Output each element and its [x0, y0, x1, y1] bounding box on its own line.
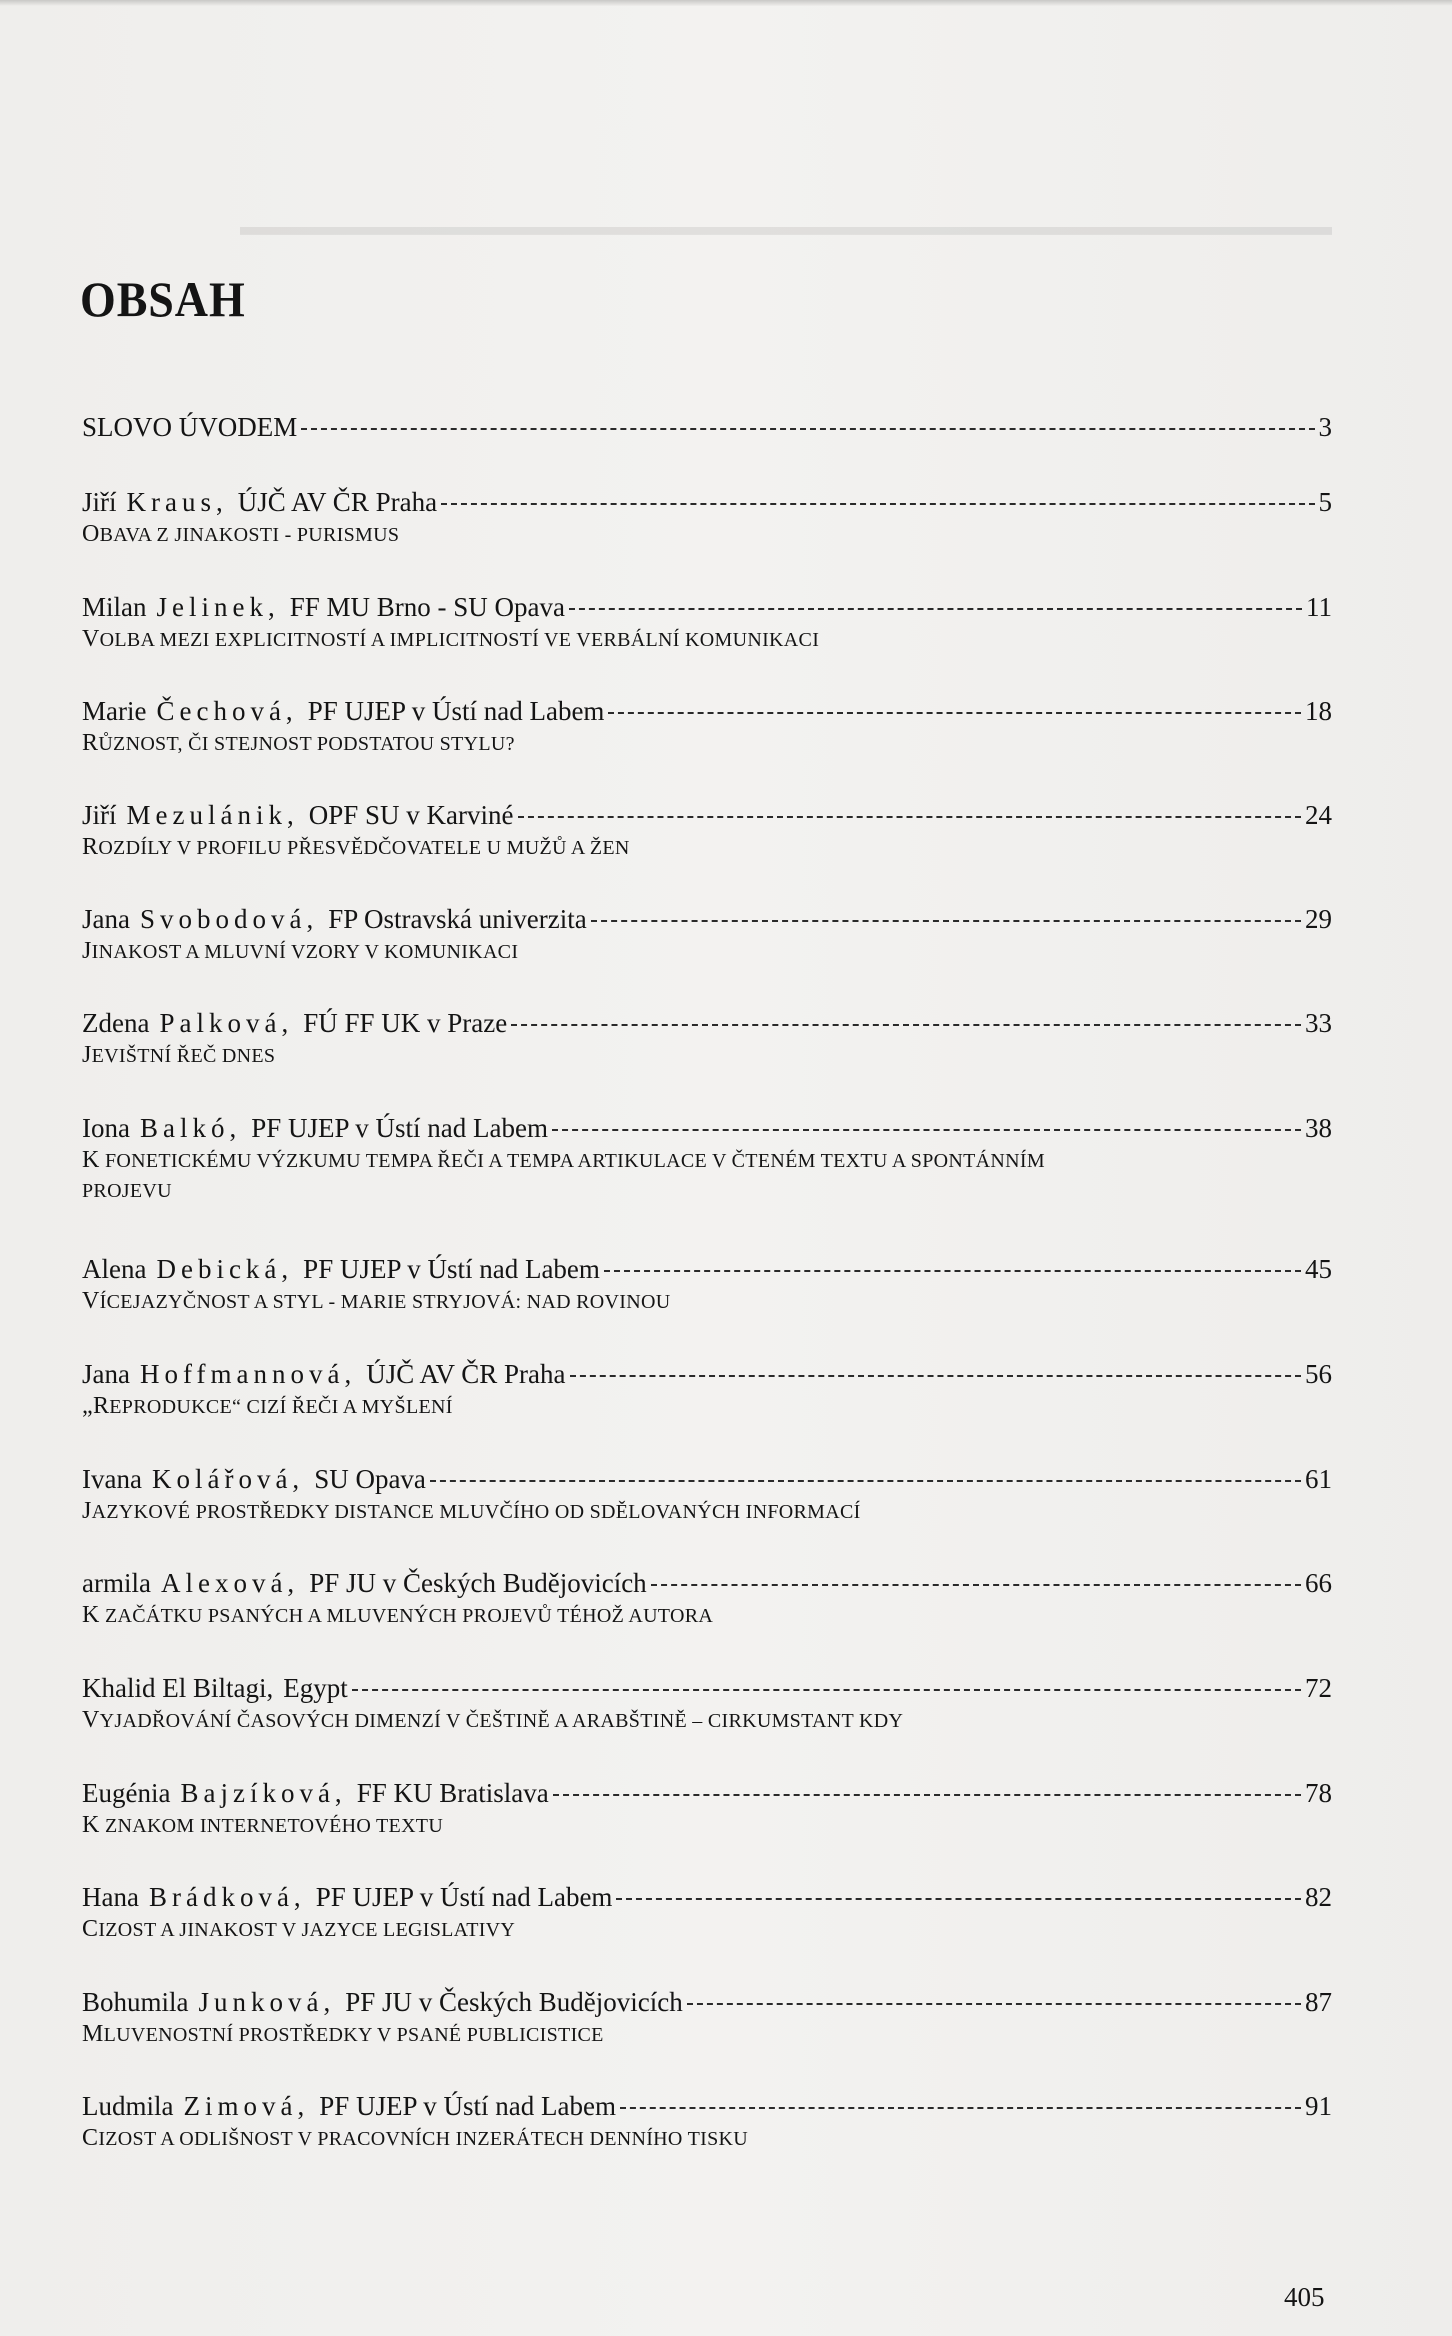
page-edge	[0, 0, 1452, 6]
entry-page-number: 66	[1305, 1568, 1332, 1598]
author-surname: Zimová,	[183, 2091, 310, 2121]
toc-entry	[82, 410, 1332, 444]
dot-leader	[687, 2003, 1301, 2005]
article-title: ROZDÍLY V PROFILU PŘESVĚDČOVATELE U MUŽŮ A ŽEN	[82, 834, 630, 860]
article-title: CIZOST A ODLIŠNOST V PRACOVNÍCH INZERÁTECH DENNÍHO TISKU	[82, 2125, 748, 2151]
toc-entry	[82, 1880, 1332, 1945]
toc-entry	[82, 798, 1332, 863]
author-affiliation: PF UJEP v Ústí nad Labem	[307, 696, 605, 726]
dot-leader	[553, 1794, 1301, 1796]
author-surname: Mezulánik,	[126, 800, 299, 830]
author-surname: Svobodová,	[139, 904, 319, 934]
dot-leader	[511, 1024, 1301, 1026]
author-first-name: Marie	[82, 696, 147, 726]
author-first-name: Jana	[82, 904, 130, 934]
author-first-name: Jiří	[82, 487, 117, 517]
article-title: MLUVENOSTNÍ PROSTŘEDKY V PSANÉ PUBLICISTICE	[82, 2021, 604, 2047]
article-title: JAZYKOVÉ PROSTŘEDKY DISTANCE MLUVČÍHO OD SDĚLOVANÝCH INFORMACÍ	[82, 1498, 861, 1524]
author-first-name: Khalid El Biltagi,	[82, 1673, 274, 1703]
entry-page-number: 82	[1305, 1882, 1332, 1912]
author-surname: Balkó,	[139, 1113, 242, 1143]
toc-entry-line	[82, 1880, 1332, 1914]
show-through-text: ▬▬▬▬▬▬▬▬▬▬▬▬▬▬▬▬▬▬▬▬▬▬▬▬▬▬▬▬▬▬▬▬▬▬▬▬▬▬▬▬▬▬	[240, 221, 1332, 250]
entry-page-number: 72	[1305, 1673, 1332, 1703]
author-affiliation: PF JU v Českých Budějovicích	[309, 1568, 647, 1598]
author-surname: Palková,	[159, 1008, 294, 1038]
author-first-name: Iona	[82, 1113, 130, 1143]
page-number: 405	[1284, 2282, 1325, 2312]
toc-entry-line	[82, 1357, 1332, 1391]
dot-leader	[441, 503, 1314, 505]
toc-entry-line	[82, 1462, 1332, 1496]
dot-leader	[518, 816, 1302, 818]
dot-leader	[608, 712, 1301, 714]
toc-entry	[82, 1252, 1332, 1317]
dot-leader	[301, 428, 1314, 430]
author-first-name: Milan	[82, 592, 147, 622]
toc-entry-line	[82, 902, 1332, 936]
toc-entry	[82, 590, 1332, 655]
author-surname: Jelinek,	[156, 592, 280, 622]
entry-page-number: 33	[1305, 1008, 1332, 1038]
toc-entry-line	[82, 1671, 1332, 1705]
toc-entry-line	[82, 2089, 1332, 2123]
entry-page-number: 29	[1305, 904, 1332, 934]
author-first-name: Zdena	[82, 1008, 150, 1038]
author-affiliation: PF UJEP v Ústí nad Labem	[251, 1113, 548, 1143]
entry-page-number: 3	[1318, 412, 1332, 442]
author-surname: Brádková,	[148, 1882, 306, 1912]
author-first-name: SLOVO ÚVODEM	[82, 412, 298, 442]
toc-entry-line	[82, 1985, 1332, 2019]
author-surname: Bajzíková,	[180, 1778, 347, 1808]
article-title: OBAVA Z JINAKOSTI - PURISMUS	[82, 521, 400, 547]
author-affiliation: SU Opava	[314, 1464, 426, 1494]
author-surname: Alexová,	[160, 1568, 300, 1598]
toc-entry	[82, 1985, 1332, 2050]
dot-leader	[591, 920, 1301, 922]
entry-page-number: 45	[1305, 1254, 1332, 1284]
toc-entry-line	[82, 1006, 1332, 1040]
author-first-name: Bohumila	[82, 1987, 189, 2017]
author-first-name: armila	[82, 1568, 151, 1598]
toc-entry	[82, 1671, 1332, 1736]
author-affiliation: PF UJEP v Ústí nad Labem	[319, 2091, 616, 2121]
author-affiliation: OPF SU v Karviné	[308, 800, 514, 830]
author-first-name: Ivana	[82, 1464, 142, 1494]
dot-leader	[604, 1270, 1301, 1272]
author-affiliation: ÚJČ AV ČR Praha	[237, 487, 438, 517]
author-affiliation: PF JU v Českých Budějovicích	[345, 1987, 683, 2017]
toc-entry	[82, 1006, 1332, 1071]
author-affiliation: PF UJEP v Ústí nad Labem	[315, 1882, 613, 1912]
article-title: CIZOST A JINAKOST V JAZYCE LEGISLATIVY	[82, 1916, 516, 1942]
dot-leader	[569, 608, 1302, 610]
author-affiliation: FF MU Brno - SU Opava	[289, 592, 565, 622]
author-first-name: Jiří	[82, 800, 117, 830]
author-surname: Debická,	[156, 1254, 294, 1284]
toc-entry-line	[82, 1776, 1332, 1810]
dot-leader	[620, 2107, 1301, 2109]
author-affiliation: PF UJEP v Ústí nad Labem	[303, 1254, 600, 1284]
article-title: RŮZNOST, ČI STEJNOST PODSTATOU STYLU?	[82, 730, 515, 756]
toc-entry	[82, 1111, 1332, 1206]
author-first-name: Hana	[82, 1882, 139, 1912]
author-affiliation: FF KU Bratislava	[356, 1778, 549, 1808]
author-first-name: Jana	[82, 1359, 130, 1389]
article-title: K FONETICKÉMU VÝZKUMU TEMPA ŘEČI A TEMPA ARTIKULACE V ČTENÉM TEXTU A SPONTÁNNÍM PROJEVU	[82, 1147, 1045, 1202]
author-affiliation: FP Ostravská univerzita	[328, 904, 587, 934]
dot-leader	[430, 1480, 1301, 1482]
dot-leader	[570, 1375, 1302, 1377]
toc-entry-line	[82, 1566, 1332, 1600]
page-title: OBSAH	[80, 270, 246, 327]
author-surname: Junková,	[198, 1987, 336, 2017]
toc-entry-line	[82, 590, 1332, 624]
toc-entry	[82, 1566, 1332, 1631]
toc-entry-line	[82, 410, 1332, 444]
toc-entry-line	[82, 798, 1332, 832]
entry-page-number: 38	[1305, 1113, 1332, 1143]
article-title: VÍCEJAZYČNOST A STYL - MARIE STRYJOVÁ: NAD ROVINOU	[82, 1288, 671, 1314]
toc-entry-line	[82, 485, 1332, 519]
toc-entry-line	[82, 694, 1332, 728]
author-surname: Kolářová,	[151, 1464, 305, 1494]
author-first-name: Ludmila	[82, 2091, 174, 2121]
article-title: „REPRODUKCE“ CIZÍ ŘEČI A MYŠLENÍ	[82, 1393, 453, 1419]
entry-page-number: 11	[1306, 592, 1332, 622]
toc-entry-line	[82, 1252, 1332, 1286]
dot-leader	[352, 1689, 1301, 1691]
toc-entry	[82, 902, 1332, 967]
entry-page-number: 78	[1305, 1778, 1332, 1808]
entry-page-number: 87	[1305, 1987, 1332, 2017]
author-surname: Kraus,	[126, 487, 228, 517]
article-title: VYJADŘOVÁNÍ ČASOVÝCH DIMENZÍ V ČEŠTINĚ A ARABŠTINĚ – CIRKUMSTANT KDY	[82, 1707, 904, 1733]
article-title: K ZAČÁTKU PSANÝCH A MLUVENÝCH PROJEVŮ TÉHOŽ AUTORA	[82, 1602, 714, 1628]
article-title: K ZNAKOM INTERNETOVÉHO TEXTU	[82, 1812, 444, 1838]
author-affiliation: ÚJČ AV ČR Praha	[366, 1359, 566, 1389]
toc-entry	[82, 1462, 1332, 1527]
entry-page-number: 61	[1305, 1464, 1332, 1494]
dot-leader	[616, 1898, 1301, 1900]
toc-entry	[82, 485, 1332, 550]
toc-entry	[82, 2089, 1332, 2154]
author-first-name: Eugénia	[82, 1778, 171, 1808]
dot-leader	[651, 1584, 1301, 1586]
article-title: VOLBA MEZI EXPLICITNOSTÍ A IMPLICITNOSTÍ VE VERBÁLNÍ KOMUNIKACI	[82, 626, 820, 652]
author-surname: Hoffmannová,	[139, 1359, 357, 1389]
toc-entry	[82, 1776, 1332, 1841]
author-affiliation: FÚ FF UK v Praze	[303, 1008, 508, 1038]
dot-leader	[552, 1129, 1301, 1131]
author-affiliation: Egypt	[283, 1673, 348, 1703]
entry-page-number: 18	[1305, 696, 1332, 726]
author-surname: Čechová,	[156, 696, 298, 726]
toc-entry	[82, 1357, 1332, 1422]
toc-entry	[82, 694, 1332, 759]
entry-page-number: 24	[1305, 800, 1332, 830]
article-title: JINAKOST A MLUVNÍ VZORY V KOMUNIKACI	[82, 938, 519, 964]
toc-entry-line	[82, 1111, 1332, 1145]
article-title: JEVIŠTNÍ ŘEČ DNES	[82, 1042, 276, 1068]
entry-page-number: 91	[1305, 2091, 1332, 2121]
entry-page-number: 56	[1305, 1359, 1332, 1389]
entry-page-number: 5	[1318, 487, 1332, 517]
author-first-name: Alena	[82, 1254, 147, 1284]
